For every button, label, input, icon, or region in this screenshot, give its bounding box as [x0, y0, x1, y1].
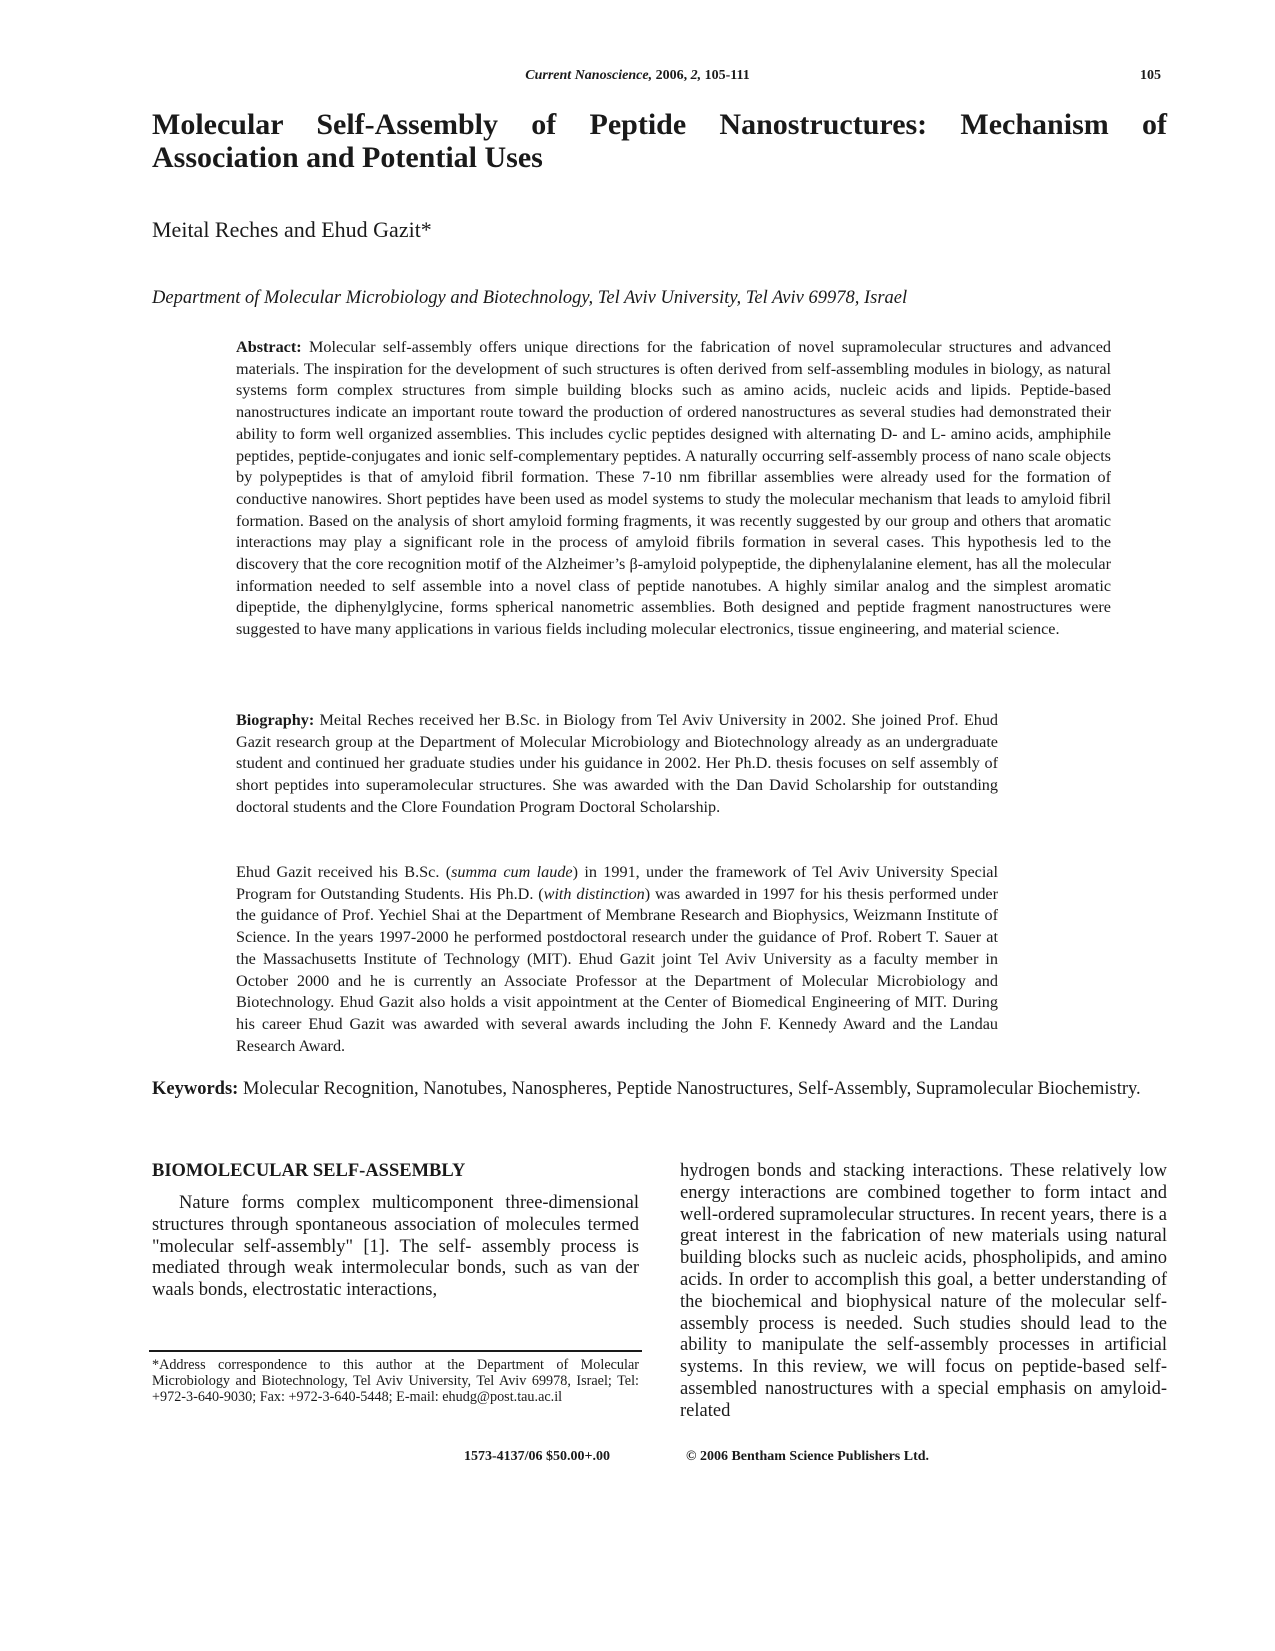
journal-header [0, 68, 1275, 84]
keywords-text: Molecular Recognition, Nanotubes, Nanospheres, Peptide Nanostructures, Self-Assembly, Supramolecular Biochemistry. [242, 1079, 1141, 1099]
biography-gazit [236, 862, 998, 1057]
journal-volume: 2, [690, 68, 702, 83]
section-heading: BIOMOLECULAR SELF-ASSEMBLY [152, 1161, 466, 1181]
affiliation: Department of Molecular Microbiology and Biotechnology, Tel Aviv University, Tel Aviv 69978, Israel [152, 288, 908, 308]
body-column-right: hydrogen bonds and stacking interactions. These relatively low energy interactions are combined together to form intact and well-ordered supramolecular structures. In recent years, there is a great interest in the fabrication of new materials using natural building blocks such as nucleic acids, phospholipids, and amino acids. In order to accomplish this goal, a better understanding of the biochemical and biophysical nature of the molecular self-assembly process is needed. Such studies should lead to the ability to manipulate the self-assembly processes in artificial systems. In this review, we will focus on peptide-based self-assembled nanostructures with a special emphasis on amyloid-related [680, 1161, 1167, 1421]
biography-gazit-text-b: ) in 1991, under the framework of Tel Aviv University Special Program for Outstanding Students. His Ph.D. ( [236, 863, 998, 903]
journal-name: Current Nanoscience, [525, 68, 653, 83]
issn-price: 1573-4137/06 $50.00+.00 [464, 1449, 611, 1464]
keywords [152, 1079, 1167, 1100]
biography-gazit-italic-2: with distinction [543, 884, 645, 903]
title-line-1: Molecular Self-Assembly of Peptide Nanostructures: Mechanism of [152, 108, 1167, 141]
biography-reches [236, 710, 998, 819]
biography-gazit-text-a: Ehud Gazit received his B.Sc. ( [236, 863, 452, 881]
abstract-text: Molecular self-assembly offers unique directions for the fabrication of novel supramolecular structures and advanced materials. The inspiration for the development of such structures is often derived from self-assembling modules in biology, as natural systems form complex structures from simple building blocks such as amino acids, nucleic acids and lipids. Peptide-based nanostructures indicate an important route toward the production of ordered nanostructures as several studies had demonstrated their ability to form well organized assemblies. This includes cyclic peptides designed with alternating D- and L- amino acids, amphiphile peptides, peptide-conjugates and ionic self-complementary peptides. A naturally occurring self-assembly process of nano scale objects by polypeptides is that of amyloid fibril formation. These 7-10 nm fibrillar assemblies were already used for the formation of conductive nanowires. Short peptides have been used as model systems to study the molecular mechanism that leads to amyloid fibril formation. Based on the analysis of short amyloid forming fragments, it was recently suggested by our group and others that aromatic interactions may play a significant role in the process of amyloid fibrils formation in several cases. This hypothesis led to the discovery that the core recognition motif of the Alzheimer’s β-amyloid polypeptide, the diphenylalanine element, has all the molecular information needed to self assemble into a novel class of peptide nanotubes. A highly similar analog and the simplest aromatic dipeptide, the diphenylglycine, forms spherical nanometric assemblies. Both designed and peptide fragment nanostructures were suggested to have many applications in various fields including molecular electronics, tissue engineering, and material science. [236, 338, 1111, 639]
authors: Meital Reches and Ehud Gazit* [152, 217, 432, 242]
biography-reches-text: Meital Reches received her B.Sc. in Biology from Tel Aviv University in 2002. She joined Prof. Ehud Gazit research group at the Department of Molecular Microbiology and Biotechnology already as an undergraduate student and continued her graduate studies under his guidance in 2002. Her Ph.D. thesis focuses on self assembly of short peptides into superamolecular structures. She was awarded with the Dan David Scholarship for outstanding doctoral students and the Clore Foundation Program Doctoral Scholarship. [236, 711, 999, 816]
page-number: 105 [1140, 68, 1161, 83]
keywords-label: Keywords: [152, 1079, 239, 1099]
copyright: © 2006 Bentham Science Publishers Ltd. [686, 1449, 930, 1464]
paper-title [152, 108, 1167, 174]
title-line-2: Association and Potential Uses [152, 141, 543, 174]
abstract-label: Abstract: [236, 338, 302, 356]
journal-year: 2006, [655, 68, 688, 83]
footnote-divider [149, 1350, 642, 1352]
biography-gazit-text-c: ) was awarded in 1997 for his thesis performed under the guidance of Prof. Yechiel Shai at the Department of Membrane Research and Biophysics, Weizmann Institute of Science. In the years 1997-2000 he performed postdoctoral research under the guidance of Prof. Robert T. Sauer at the Massachusetts Institute of Technology (MIT). Ehud Gazit joint Tel Aviv University as a faculty member in October 2000 and he is currently an Associate Professor at the Department of Molecular Microbiology and Biotechnology. Ehud Gazit also holds a visit appointment at the Center of Biomedical Engineering of MIT. During his career Ehud Gazit was awarded with several awards including the John F. Kennedy Award and the Landau Research Award. [236, 884, 998, 1055]
abstract [236, 337, 1111, 641]
biography-label: Biography: [236, 711, 315, 729]
correspondence-footnote: *Address correspondence to this author at the Department of Molecular Microbiology and Biotechnology, Tel Aviv University, Tel Aviv 69978, Israel; Tel: +972-3-640-9030; Fax: +972-3-640-5448; E-mail: ehudg@post.tau.ac.il [152, 1357, 639, 1405]
body-column-left: Nature forms complex multicomponent three-dimensional structures through spontaneous association of molecules termed "molecular self-assembly" [1]. The self- assembly process is mediated through weak intermolecular bonds, such as van der waals bonds, electrostatic interactions, [152, 1193, 639, 1301]
biography-gazit-italic-1: summa cum laude [451, 863, 573, 881]
journal-pages: 105-111 [704, 68, 750, 83]
